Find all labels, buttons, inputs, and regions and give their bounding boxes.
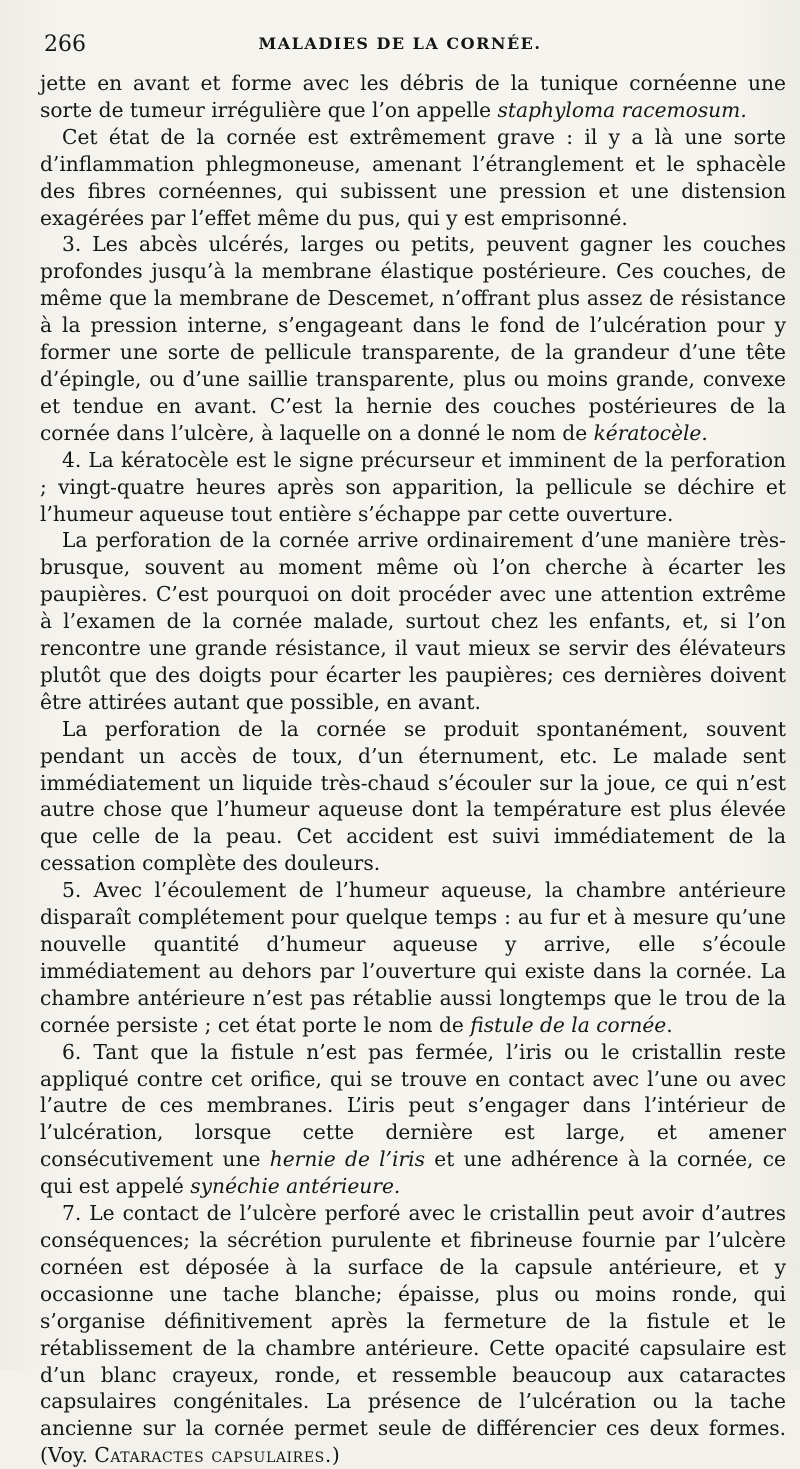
paragraph [40, 1200, 786, 1469]
text-run: Cet état de la cornée est extrêmement grave : il y a là une sorte d’inflammation phlegmoneuse, amenant l’étranglement et le sphacèle des fibres cornéennes, qui subissent une pression et une distension exagérées par l’effet même du pus, qui y est emprisonné. [40, 124, 786, 230]
text-run: ) [331, 1443, 340, 1468]
paragraph [40, 527, 786, 715]
text-run: jette en avant et forme avec les débris de la tunique cornéenne une sorte de tumeur irrégulière que l’on appelle [40, 71, 786, 122]
text-run: 6. Tant que la fistule n’est pas fermée, l’iris ou le cristallin reste appliqué contre cet orifice, qui se trouve en contact avec l’une ou avec l’autre de ces membranes. L’iris peut s’engager dans l’intérieur de l’ulcération, lorsque cette dernière est large, et amener consécutivement une [40, 1039, 786, 1172]
italic-text: hernie de l’iris [269, 1147, 425, 1172]
italic-text: fistule de la cornée [470, 1012, 667, 1037]
text-run: La perforation de la cornée se produit spontanément, souvent pendant un accès de toux, d’un éternument, etc. Le malade sent immédiatement un liquide très-chaud s’écouler sur la joue, ce qui n’est autre chose que l’humeur aqueuse dont la température est plus élevée que celle de la peau. Cet accident est suivi immédiatement de la cessation complète des douleurs. [40, 716, 786, 876]
text-run: 5. Avec l’écoulement de l’humeur aqueuse, la chambre antérieure disparaît complétement pour quelque temps : au fur et à mesure qu’une nouvelle quantité d’humeur aqueuse y arrive, elle s’écoule immédiatement au dehors par l’ouverture qui existe dans la cornée. La chambre antérieure n’est pas rétablie aussi longtemps que le trou de la cornée persiste ; cet état porte le nom de [40, 878, 786, 1037]
text-run: 3. Les abcès ulcérés, larges ou petits, peuvent gagner les couches profondes jusqu’à la membrane élastique postérieure. Ces couches, de même que la membrane de Descemet, n’offrant plus assez de résistance à la pression interne, s’engageant dans le fond de l’ulcération pour y former une sorte de pellicule transparente, de la grandeur d’une tête d’épingle, ou d’une saillie transparente, plus ou moins grande, convexe et tendue en avant. C’est la hernie des couches postérieures de la cornée dans l’ulcère, à laquelle on a donné le nom de [40, 232, 786, 445]
italic-text: kératocèle. [593, 420, 708, 445]
running-title: MALADIES DE LA CORNÉE. [258, 34, 542, 53]
paragraph [40, 447, 786, 528]
italic-text: staphyloma racemosum. [497, 97, 747, 122]
text-run: La perforation de la cornée arrive ordinairement d’une manière très-brusque, souvent au moment même où l’on cherche à écarter les paupières. C’est pourquoi on doit procéder avec une attention extrême à l’examen de la cornée malade, surtout chez les enfants, et, si l’on rencontre une grande résistance, il vaut mieux se servir des élévateurs plutôt que des doigts pour écarter les paupières; ces dernières doivent être attirées autant que possible, en avant. [40, 528, 786, 714]
paragraph [40, 124, 786, 232]
italic-text: synéchie antérieure. [190, 1174, 401, 1199]
paragraph [40, 70, 786, 124]
text-run: et une adhérence à la cornée, ce qui est appelé [40, 1147, 786, 1199]
text-run: . [666, 1012, 673, 1037]
text-run: 4. La kératocèle est le signe précurseur et imminent de la perforation ; vingt-quatre heures après son apparition, la pellicule se déchire et l’humeur aqueuse tout entière s’échappe par cette ouverture. [40, 447, 786, 526]
paragraph [40, 716, 786, 877]
page-header [40, 26, 760, 66]
paragraph [40, 877, 786, 1038]
page-number: 266 [44, 32, 86, 57]
paragraph [40, 1039, 786, 1200]
body-text [40, 70, 786, 1469]
paragraph [40, 231, 786, 446]
smallcaps-text: Cataractes capsulaires. [94, 1443, 332, 1468]
text-run: 7. Le contact de l’ulcère perforé avec le cristallin peut avoir d’autres conséquences; la sécrétion purulente et fibrineuse fournie par l’ulcère cornéen est déposée à la surface de la capsule antérieure, et y occasionne une tache blanche; épaisse, plus ou moins ronde, qui s’organise définitivement après la fermeture de la fistule et le rétablissement de la chambre antérieure. Cette opacité capsulaire est d’un blanc crayeux, ronde, et ressemble beaucoup aux cataractes capsulaires congénitales. La présence de l’ulcération ou la tache ancienne sur la cornée permet seule de différencier ces deux formes. (Voy. [40, 1201, 786, 1468]
